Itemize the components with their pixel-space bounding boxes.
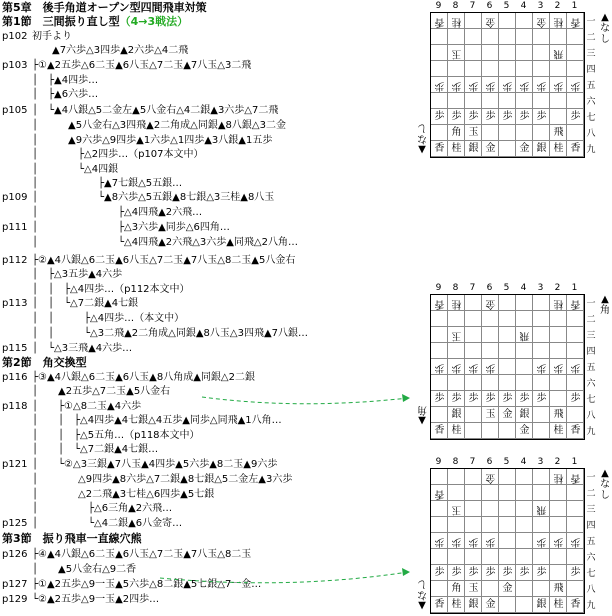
move-text: │ ├①△8二玉▲4六歩 xyxy=(32,401,142,412)
move-text: │ ▲2五歩△7二玉▲5八金右 xyxy=(32,386,171,397)
sente-hand: ▲ なし xyxy=(417,122,427,155)
sente-hand-pieces: なし xyxy=(417,122,427,144)
file-number: 8 xyxy=(452,283,459,293)
move-text: ▲7六歩△3四歩▲2六歩△4二飛 xyxy=(32,45,189,56)
sente-piece: 桂 xyxy=(451,599,462,610)
file-number: 1 xyxy=(571,457,578,467)
move-text: │ ├▲4四歩… xyxy=(32,75,99,86)
sente-piece: 銀 xyxy=(451,409,462,420)
sente-piece: 金 xyxy=(519,425,530,436)
file-number: 9 xyxy=(435,1,442,11)
sente-piece: 歩 xyxy=(536,111,547,122)
file-number: 3 xyxy=(537,283,544,293)
gote-piece: 玉 xyxy=(451,330,462,341)
gote-piece: 歩 xyxy=(502,80,513,91)
gote-piece: 歩 xyxy=(519,80,530,91)
move-text: └②▲2五歩△9一玉▲2四歩… xyxy=(32,594,160,605)
sente-piece: 飛 xyxy=(553,409,564,420)
move-text: │ ├▲7七銀△5五銀… xyxy=(32,178,183,189)
rank-number: 九 xyxy=(586,145,596,155)
sente-piece: 歩 xyxy=(519,567,530,578)
move-text: │ │ ├△4四歩…（本文中） xyxy=(32,313,185,324)
gote-piece: 香 xyxy=(570,16,581,27)
gote-piece: 飛 xyxy=(519,330,530,341)
rank-number: 七 xyxy=(586,395,596,405)
file-number: 9 xyxy=(435,283,442,293)
move-text: │ ├△3六歩▲同歩△6四角… xyxy=(32,222,230,233)
page-reference: p126 xyxy=(2,549,28,560)
move-text: 初手より xyxy=(32,31,72,42)
gote-piece: 歩 xyxy=(451,80,462,91)
page-reference: p113 xyxy=(2,298,28,309)
file-number: 3 xyxy=(537,457,544,467)
sente-piece: 歩 xyxy=(451,111,462,122)
move-text: ├①▲2五歩△9一玉▲5六歩△8二銀▲5七銀△7一金… xyxy=(32,579,262,590)
sente-piece: 桂 xyxy=(553,599,564,610)
gote-piece: 桂 xyxy=(451,16,462,27)
rank-number: 六 xyxy=(586,97,596,107)
file-number: 2 xyxy=(554,283,561,293)
sente-piece: 香 xyxy=(434,425,445,436)
rank-number: 六 xyxy=(586,379,596,389)
file-number: 4 xyxy=(520,283,527,293)
gote-piece: 歩 xyxy=(570,536,581,547)
gote-hand-pieces: 角 xyxy=(600,305,610,316)
gote-piece: 歩 xyxy=(434,362,445,373)
sente-piece: 金 xyxy=(502,583,513,594)
gote-piece: 歩 xyxy=(536,80,547,91)
file-number: 3 xyxy=(537,1,544,11)
page-reference: p103 xyxy=(2,60,28,71)
rank-number: 三 xyxy=(586,505,596,515)
move-text: ├④▲4八銀△6二玉▲6八玉△7二玉▲7八玉△8二玉 xyxy=(32,549,252,560)
rank-number: 八 xyxy=(586,411,596,421)
arrow-to-diagram-3 xyxy=(160,572,408,583)
sente-piece: 桂 xyxy=(451,425,462,436)
move-text: │ └②△3三銀▲7八玉▲4四歩▲5六歩▲8二玉▲9六歩 xyxy=(32,459,278,470)
move-text: 第5章 後手角道オープン型四間飛車対策 xyxy=(2,1,207,14)
rank-number: 四 xyxy=(586,521,596,531)
move-text: │ └△4四銀 xyxy=(32,164,119,175)
gote-piece: 歩 xyxy=(553,80,564,91)
page-reference: p102 xyxy=(2,31,28,42)
rank-number: 六 xyxy=(586,553,596,563)
sente-piece: 歩 xyxy=(434,111,445,122)
move-text: │ └△3三飛▲4六歩… xyxy=(32,343,133,354)
strategy-tag: （4→3戦法） xyxy=(119,15,189,28)
move-text: │ ├△4四飛▲2六飛… xyxy=(32,207,203,218)
file-number: 8 xyxy=(452,1,459,11)
rank-number: 七 xyxy=(586,113,596,123)
move-text: │ │ └△7二銀▲4七銀 xyxy=(32,298,139,309)
arrow-head-3 xyxy=(402,568,410,576)
sente-piece: 歩 xyxy=(570,111,581,122)
sente-hand: ▲ なし xyxy=(417,578,427,611)
sente-piece: 玉 xyxy=(485,409,496,420)
page-reference: p125 xyxy=(2,518,28,529)
sente-piece: 桂 xyxy=(553,425,564,436)
move-text: 第1節 三間振り直し型（4→3戦法） xyxy=(2,15,189,28)
move-text: │ │ ├△5五角…（p118本文中） xyxy=(32,430,200,441)
rank-number: 二 xyxy=(586,315,596,325)
sente-piece: 歩 xyxy=(451,393,462,404)
gote-piece: 玉 xyxy=(451,504,462,515)
gote-piece: 歩 xyxy=(536,536,547,547)
sente-piece: 香 xyxy=(434,599,445,610)
gote-piece: 金 xyxy=(485,472,496,483)
sente-hand-pieces: 角 xyxy=(417,404,427,415)
file-number: 7 xyxy=(469,283,476,293)
gote-piece: 飛 xyxy=(536,504,547,515)
rank-number: 一 xyxy=(586,473,596,483)
gote-piece: 玉 xyxy=(451,48,462,59)
move-text: │ ▲5八金右△9二香 xyxy=(32,564,137,575)
sente-piece: 歩 xyxy=(502,111,513,122)
sente-piece: 歩 xyxy=(468,111,479,122)
page-reference: p121 xyxy=(2,459,28,470)
move-text: 第2節 角交換型 xyxy=(2,356,87,369)
gote-piece: 歩 xyxy=(468,80,479,91)
page-reference: p118 xyxy=(2,401,28,412)
sente-hand: ▲ 角 xyxy=(417,404,427,426)
file-number: 7 xyxy=(469,457,476,467)
sente-piece: 香 xyxy=(570,425,581,436)
sente-piece: 銀 xyxy=(536,143,547,154)
gote-piece: 桂 xyxy=(553,472,564,483)
sente-piece: 歩 xyxy=(502,393,513,404)
gote-hand: ▲ なし xyxy=(600,468,610,501)
gote-piece: 歩 xyxy=(553,362,564,373)
sente-piece: 歩 xyxy=(434,393,445,404)
sente-piece: 飛 xyxy=(553,127,564,138)
sente-piece: 桂 xyxy=(553,143,564,154)
gote-piece: 歩 xyxy=(468,362,479,373)
sente-piece: 角 xyxy=(451,583,462,594)
gote-piece: 歩 xyxy=(485,362,496,373)
gote-piece: 歩 xyxy=(434,80,445,91)
sente-piece: 歩 xyxy=(485,567,496,578)
sente-piece: 金 xyxy=(519,143,530,154)
gote-piece: 桂 xyxy=(553,298,564,309)
sente-piece: 金 xyxy=(485,599,496,610)
gote-piece: 香 xyxy=(570,472,581,483)
sente-piece: 香 xyxy=(570,143,581,154)
rank-number: 三 xyxy=(586,331,596,341)
sente-piece: 歩 xyxy=(485,393,496,404)
file-number: 2 xyxy=(554,457,561,467)
file-number: 7 xyxy=(469,1,476,11)
file-number: 4 xyxy=(520,1,527,11)
move-text: │ ├△6三角▲2六飛… xyxy=(32,503,173,514)
sente-piece: 銀 xyxy=(468,143,479,154)
file-number: 5 xyxy=(503,1,510,11)
file-number: 1 xyxy=(571,1,578,11)
gote-hand: ▲ 角 xyxy=(600,294,610,316)
move-text: │ │ └△3二飛▲2二角成△同銀▲8八玉△3四飛▲7八銀… xyxy=(32,328,309,339)
rank-number: 四 xyxy=(586,347,596,357)
gote-piece: 歩 xyxy=(434,536,445,547)
sente-piece: 歩 xyxy=(519,111,530,122)
rank-number: 九 xyxy=(586,427,596,437)
gote-piece: 金 xyxy=(485,16,496,27)
move-text: │ △2二飛▲3七桂△6四歩▲5七銀 xyxy=(32,489,215,500)
move-text: ├①▲2五歩△6二玉▲6八玉△7二玉▲7八玉△3二飛 xyxy=(32,60,252,71)
arrow-to-diagram-2 xyxy=(202,397,408,404)
page-reference: p129 xyxy=(2,594,28,605)
gote-piece: 香 xyxy=(434,16,445,27)
rank-number: 一 xyxy=(586,17,596,27)
gote-piece: 歩 xyxy=(570,80,581,91)
sente-piece: 歩 xyxy=(468,393,479,404)
sente-piece: 桂 xyxy=(451,143,462,154)
rank-number: 八 xyxy=(586,129,596,139)
rank-number: 二 xyxy=(586,33,596,43)
gote-hand-pieces: なし xyxy=(600,23,610,45)
move-text: │ ▲9六歩△9四歩▲1六歩△1四歩▲3八銀▲1五歩 xyxy=(32,135,273,146)
file-number: 1 xyxy=(571,283,578,293)
move-text: │ ├▲6六歩… xyxy=(32,89,99,100)
move-text: │ △9四歩▲8六歩△7二銀▲8七銀△5二金左▲3六歩 xyxy=(32,474,293,485)
move-text: │ ▲5八金右△3四飛▲2二角成△同銀▲8八銀△3二金 xyxy=(32,120,286,131)
rank-number: 九 xyxy=(586,601,596,611)
sente-piece: 香 xyxy=(570,599,581,610)
rank-number: 七 xyxy=(586,569,596,579)
gote-piece: 香 xyxy=(434,298,445,309)
page-reference: p127 xyxy=(2,579,28,590)
sente-piece: 歩 xyxy=(451,567,462,578)
sente-piece: 歩 xyxy=(502,567,513,578)
sente-piece: 銀 xyxy=(519,409,530,420)
move-text: ├③▲4八銀△6二玉▲6八玉▲8八角成▲同銀△2二銀 xyxy=(32,372,255,383)
rank-number: 五 xyxy=(586,81,596,91)
sente-piece: 歩 xyxy=(485,111,496,122)
move-text: │ │ └△7二銀▲4七銀… xyxy=(32,444,159,455)
move-text: │ ├△3五歩▲4六歩 xyxy=(32,269,123,280)
move-text: │ └▲8六歩△5五銀▲8七銀△3三桂▲8八玉 xyxy=(32,192,275,203)
sente-hand-pieces: なし xyxy=(417,578,427,600)
sente-piece: 銀 xyxy=(536,599,547,610)
move-text: │ │ ├△4四歩▲4七銀△4五歩▲同歩△同飛▲1八角… xyxy=(32,415,282,426)
sente-piece: 歩 xyxy=(468,567,479,578)
gote-piece: 桂 xyxy=(553,16,564,27)
file-number: 8 xyxy=(452,457,459,467)
page-reference: p115 xyxy=(2,343,28,354)
sente-piece: 金 xyxy=(502,409,513,420)
arrow-head-2 xyxy=(402,394,410,402)
move-text: │ ├△2四歩…（p107本文中） xyxy=(32,149,204,160)
file-number: 2 xyxy=(554,1,561,11)
sente-piece: 銀 xyxy=(468,599,479,610)
gote-piece: 金 xyxy=(485,298,496,309)
gote-piece: 歩 xyxy=(570,362,581,373)
file-number: 5 xyxy=(503,457,510,467)
sente-piece: 歩 xyxy=(434,567,445,578)
rank-number: 五 xyxy=(586,537,596,547)
sente-piece: 玉 xyxy=(468,583,479,594)
gote-hand: ▲ なし xyxy=(600,12,610,45)
rank-number: 八 xyxy=(586,585,596,595)
file-number: 6 xyxy=(486,1,493,11)
page-reference: p109 xyxy=(2,192,28,203)
sente-piece: 歩 xyxy=(519,393,530,404)
gote-piece: 金 xyxy=(536,16,547,27)
gote-piece: 歩 xyxy=(451,362,462,373)
move-text: │ └△4二銀▲6八金寄… xyxy=(32,518,183,529)
sente-piece: 玉 xyxy=(468,127,479,138)
file-number: 4 xyxy=(520,457,527,467)
sente-piece: 歩 xyxy=(536,567,547,578)
rank-number: 二 xyxy=(586,489,596,499)
sente-piece: 歩 xyxy=(570,567,581,578)
move-text: │ └▲4八銀△5二金左▲5八金右△4二銀▲3六歩△7二飛 xyxy=(32,105,279,116)
page-reference: p105 xyxy=(2,105,28,116)
sente-piece: 金 xyxy=(485,143,496,154)
gote-piece: 歩 xyxy=(485,536,496,547)
move-text: │ └△4四飛▲2六飛△3六歩▲同飛△2八角… xyxy=(32,237,298,248)
page-reference: p112 xyxy=(2,255,28,266)
sente-piece: 歩 xyxy=(570,393,581,404)
rank-number: 三 xyxy=(586,49,596,59)
file-number: 6 xyxy=(486,457,493,467)
file-number: 5 xyxy=(503,283,510,293)
gote-piece: 歩 xyxy=(536,362,547,373)
sente-piece: 歩 xyxy=(536,393,547,404)
rank-number: 一 xyxy=(586,299,596,309)
sente-piece: 飛 xyxy=(553,583,564,594)
gote-piece: 歩 xyxy=(451,536,462,547)
sente-piece: 角 xyxy=(451,127,462,138)
move-text: ├②▲4八銀△6二玉▲6八玉△7二玉▲7八玉△8二玉▲5八金右 xyxy=(32,255,296,266)
gote-piece: 歩 xyxy=(485,80,496,91)
sente-piece: 香 xyxy=(434,143,445,154)
gote-piece: 歩 xyxy=(468,536,479,547)
move-text: │ │ ├△4四歩…（p112本文中） xyxy=(32,284,190,295)
gote-piece: 飛 xyxy=(553,48,564,59)
file-number: 9 xyxy=(435,457,442,467)
gote-piece: 桂 xyxy=(451,298,462,309)
rank-number: 四 xyxy=(586,65,596,75)
gote-piece: 香 xyxy=(570,298,581,309)
gote-piece: 歩 xyxy=(553,536,564,547)
gote-piece: 香 xyxy=(434,488,445,499)
file-number: 6 xyxy=(486,283,493,293)
page-reference: p116 xyxy=(2,372,28,383)
move-text: 第3節 振り飛車一直線穴熊 xyxy=(2,532,142,545)
rank-number: 五 xyxy=(586,363,596,373)
page-reference: p111 xyxy=(2,222,28,233)
gote-hand-pieces: なし xyxy=(600,479,610,501)
